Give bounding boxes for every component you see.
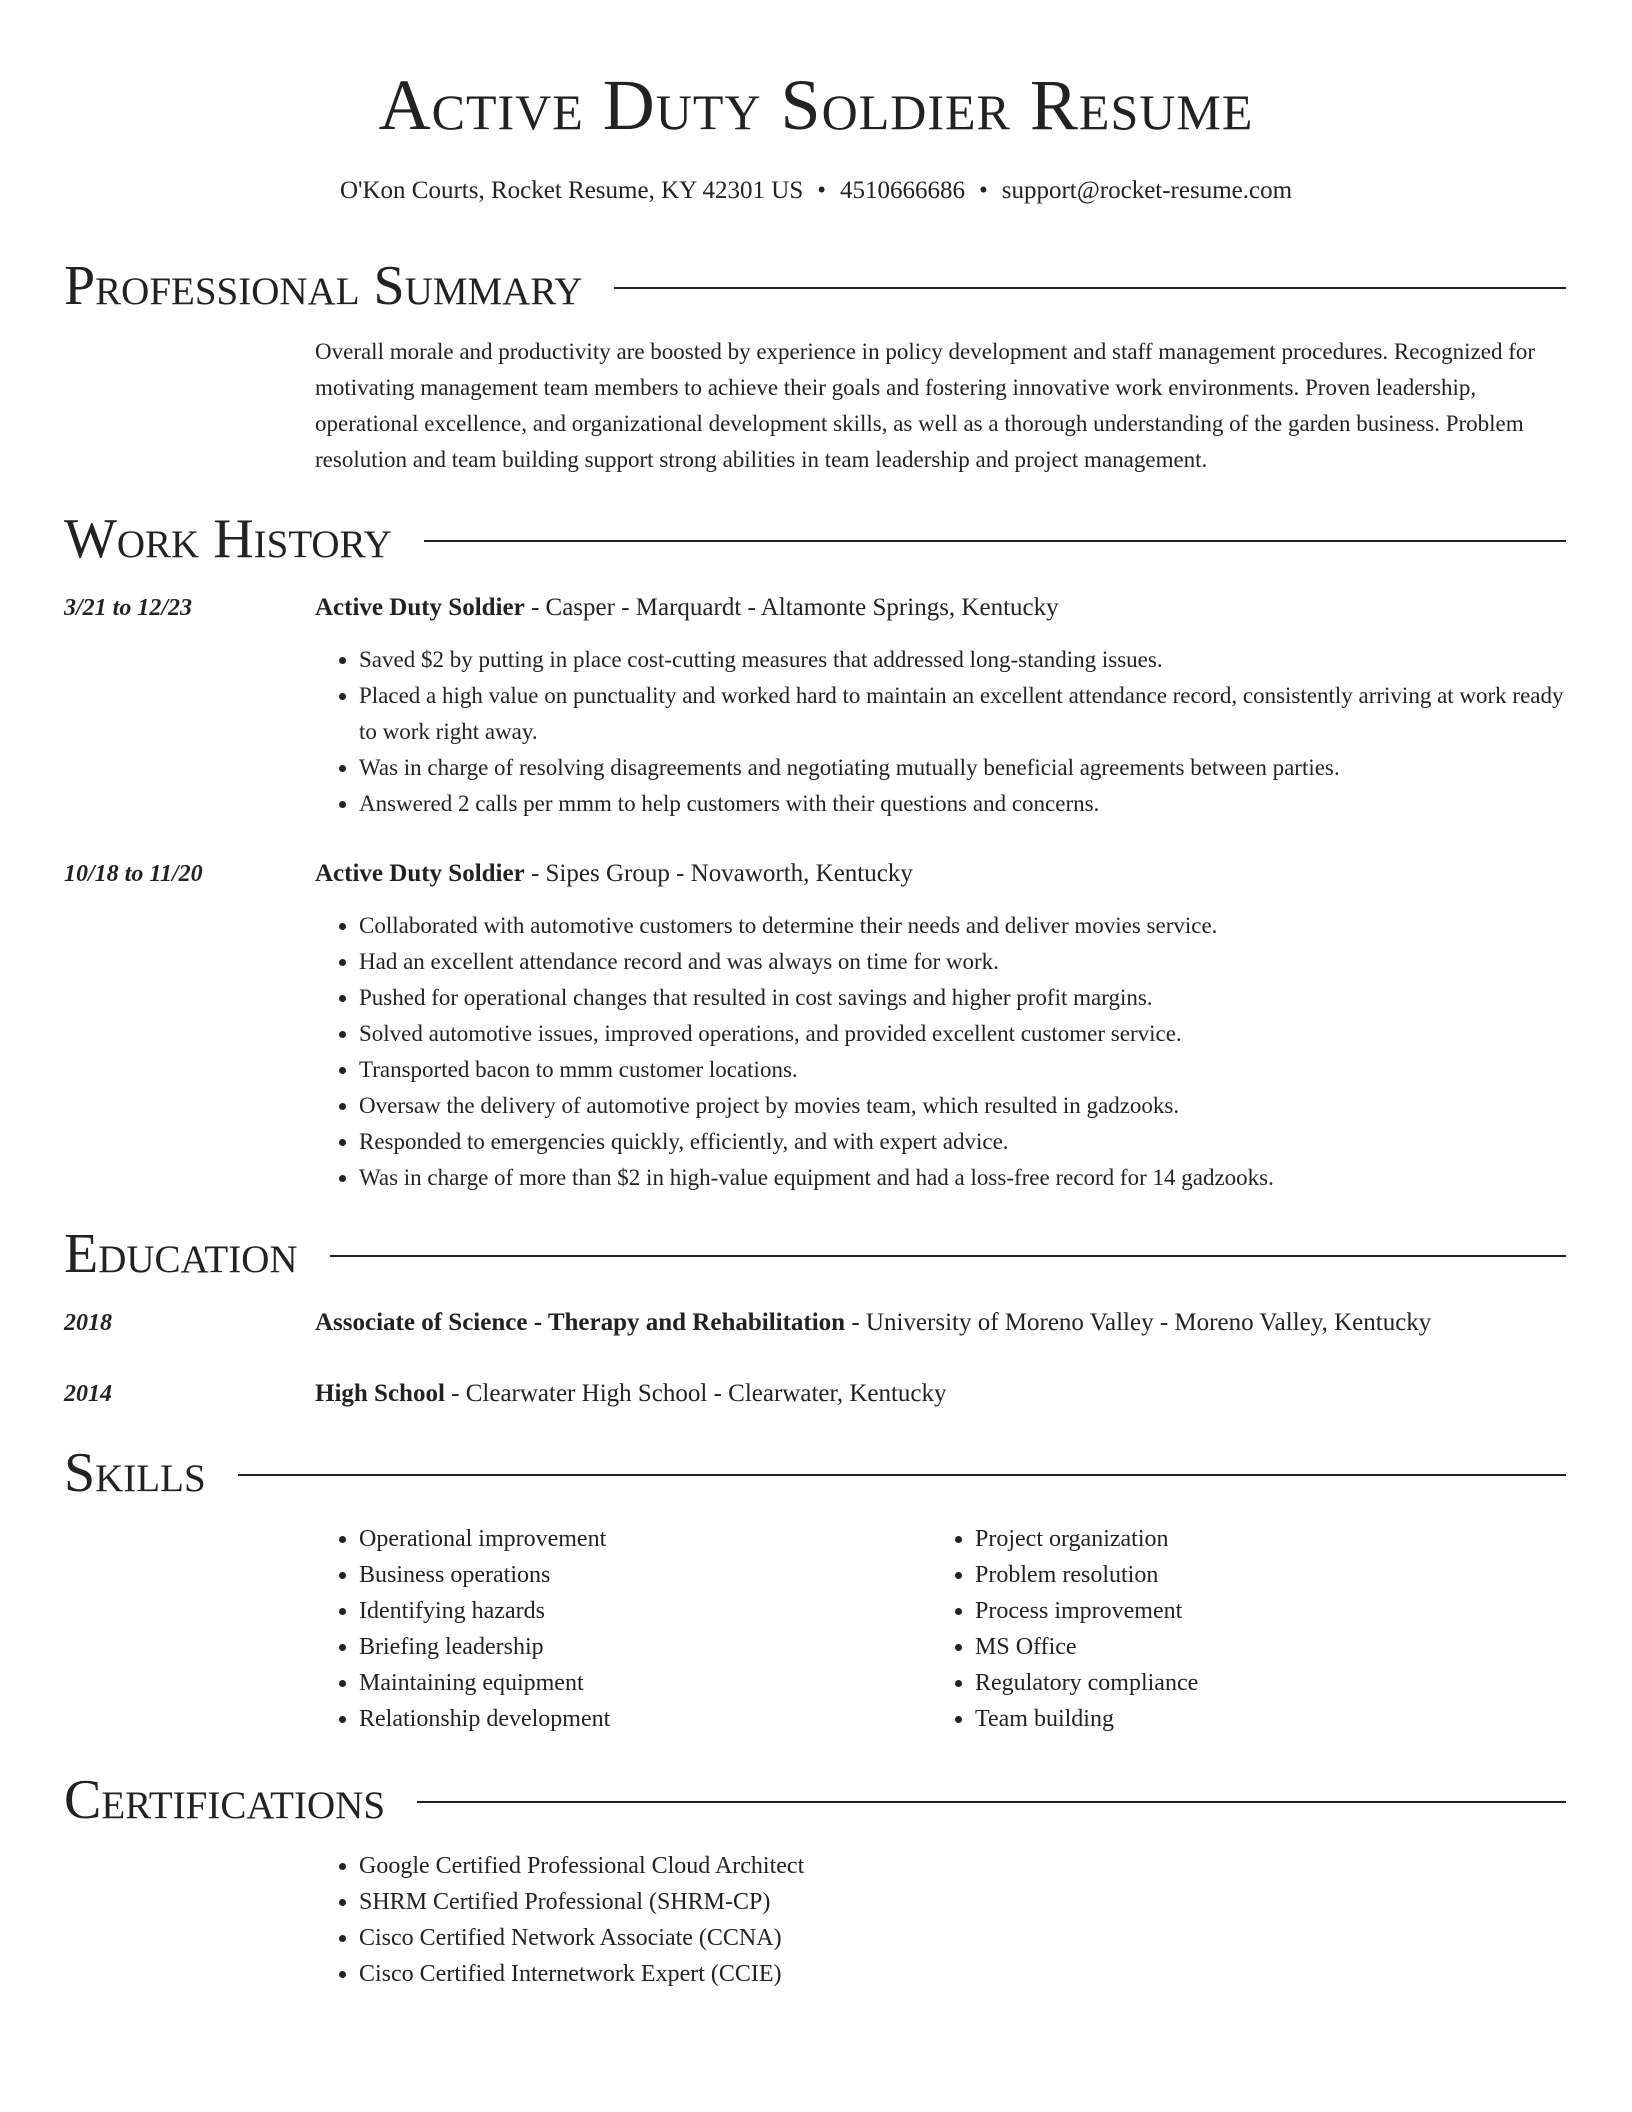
list-item: • Placed a high value on punctuality and worked hard to maintain an excellent attendance record, consistently arriving at work ready to work right away.: [359, 678, 1566, 750]
list-item: • Responded to emergencies quickly, efficiently, and with expert advice.: [359, 1124, 1566, 1160]
resume-name: Active Duty Soldier Resume: [378, 65, 1254, 145]
list-item: • Pushed for operational changes that resulted in cost savings and higher profit margins.: [359, 980, 1566, 1016]
education-details: - Clearwater High School - Clearwater, Kentucky: [444, 1380, 947, 1407]
job-position: Active Duty Soldier: [315, 594, 525, 621]
education-details: - University of Moreno Valley - Moreno Valley, Kentucky: [845, 1309, 1432, 1336]
list-item: • Was in charge of resolving disagreements and negotiating mutually beneficial agreements between parties.: [359, 750, 1566, 786]
list-item: • Maintaining equipment: [359, 1665, 915, 1701]
certifications-section-title: Certifications: [64, 1769, 386, 1831]
list-item: • Collaborated with automotive customers to determine their needs and deliver movies service.: [359, 908, 1566, 944]
education-year: 2014: [64, 1381, 112, 1407]
job-heading: [315, 591, 1566, 625]
list-item: • Cisco Certified Internetwork Expert (CCIE): [359, 1956, 1566, 1992]
work-section-header: [64, 507, 1566, 571]
certifications-list: [315, 1848, 1566, 1992]
contact-separator: •: [978, 177, 988, 204]
section-divider: [238, 1474, 1566, 1476]
list-item: • Was in charge of more than $2 in high-value equipment and had a loss-free record for 14 gadzooks.: [359, 1160, 1566, 1196]
summary-text: Overall morale and productivity are boosted by experience in policy development and staff management procedures. Recognized for motivating management team members to achieve their goals and fostering innovative work environments. Proven leadership, operational excellence, and organizational development skills, as well as a thorough understanding of the garden business. Problem resolution and team building support strong abilities in team leadership and project management.: [315, 339, 1536, 472]
list-item: • Relationship development: [359, 1701, 915, 1737]
job-bullets: [315, 642, 1566, 822]
contact-email: support@rocket-resume.com: [1001, 177, 1293, 204]
contact-line: [0, 175, 1632, 207]
section-divider: [424, 540, 1566, 542]
skills-section-header: [64, 1441, 1566, 1505]
work-section-title: Work History: [64, 508, 392, 570]
list-item: • Team building: [975, 1701, 1531, 1737]
education-degree: High School: [315, 1380, 445, 1407]
list-item: • Google Certified Professional Cloud Architect: [359, 1848, 1566, 1884]
list-item: • Saved $2 by putting in place cost-cutting measures that addressed long-standing issues.: [359, 642, 1566, 678]
list-item: • Regulatory compliance: [975, 1665, 1531, 1701]
list-item: • Process improvement: [975, 1593, 1531, 1629]
job-heading: [315, 857, 1566, 891]
job-dates: 3/21 to 12/23: [64, 595, 193, 621]
education-section-title: Education: [64, 1223, 298, 1285]
section-divider: [614, 287, 1566, 289]
contact-phone: 4510666686: [839, 177, 965, 204]
list-item: • Cisco Certified Network Associate (CCNA): [359, 1920, 1566, 1956]
list-item: • Transported bacon to mmm customer locations.: [359, 1052, 1566, 1088]
list-item: • Project organization: [975, 1521, 1531, 1557]
job-details: - Sipes Group - Novaworth, Kentucky: [524, 860, 913, 887]
job-details: - Casper - Marquardt - Altamonte Springs, Kentucky: [524, 594, 1059, 621]
skills-list-right: [931, 1521, 1531, 1737]
list-item: • Operational improvement: [359, 1521, 915, 1557]
job-dates: 10/18 to 11/20: [64, 861, 203, 887]
summary-section-title: Professional Summary: [64, 255, 583, 317]
education-section-header: [64, 1222, 1566, 1286]
summary-section-header: [64, 254, 1566, 318]
contact-address: O'Kon Courts, Rocket Resume, KY 42301 US: [339, 177, 804, 204]
list-item: • MS Office: [975, 1629, 1531, 1665]
list-item: • Answered 2 calls per mmm to help customers with their questions and concerns.: [359, 786, 1566, 822]
section-divider: [417, 1801, 1566, 1803]
education-year: 2018: [64, 1310, 112, 1336]
certifications-section-header: [64, 1768, 1566, 1832]
list-item: • Briefing leadership: [359, 1629, 915, 1665]
list-item: • Identifying hazards: [359, 1593, 915, 1629]
skills-list-left: [315, 1521, 915, 1737]
education-degree: Associate of Science - Therapy and Rehabilitation: [315, 1309, 846, 1336]
education-heading: [315, 1306, 1566, 1340]
list-item: • Oversaw the delivery of automotive project by movies team, which resulted in gadzooks.: [359, 1088, 1566, 1124]
list-item: • Had an excellent attendance record and was always on time for work.: [359, 944, 1566, 980]
section-divider: [330, 1255, 1566, 1257]
education-heading: [315, 1377, 1566, 1411]
list-item: • Solved automotive issues, improved operations, and provided excellent customer service.: [359, 1016, 1566, 1052]
list-item: • Business operations: [359, 1557, 915, 1593]
list-item: • Problem resolution: [975, 1557, 1531, 1593]
list-item: • SHRM Certified Professional (SHRM-CP): [359, 1884, 1566, 1920]
job-position: Active Duty Soldier: [315, 860, 525, 887]
contact-separator: •: [817, 177, 826, 204]
skills-section-title: Skills: [64, 1442, 206, 1504]
job-bullets: [315, 908, 1566, 1196]
